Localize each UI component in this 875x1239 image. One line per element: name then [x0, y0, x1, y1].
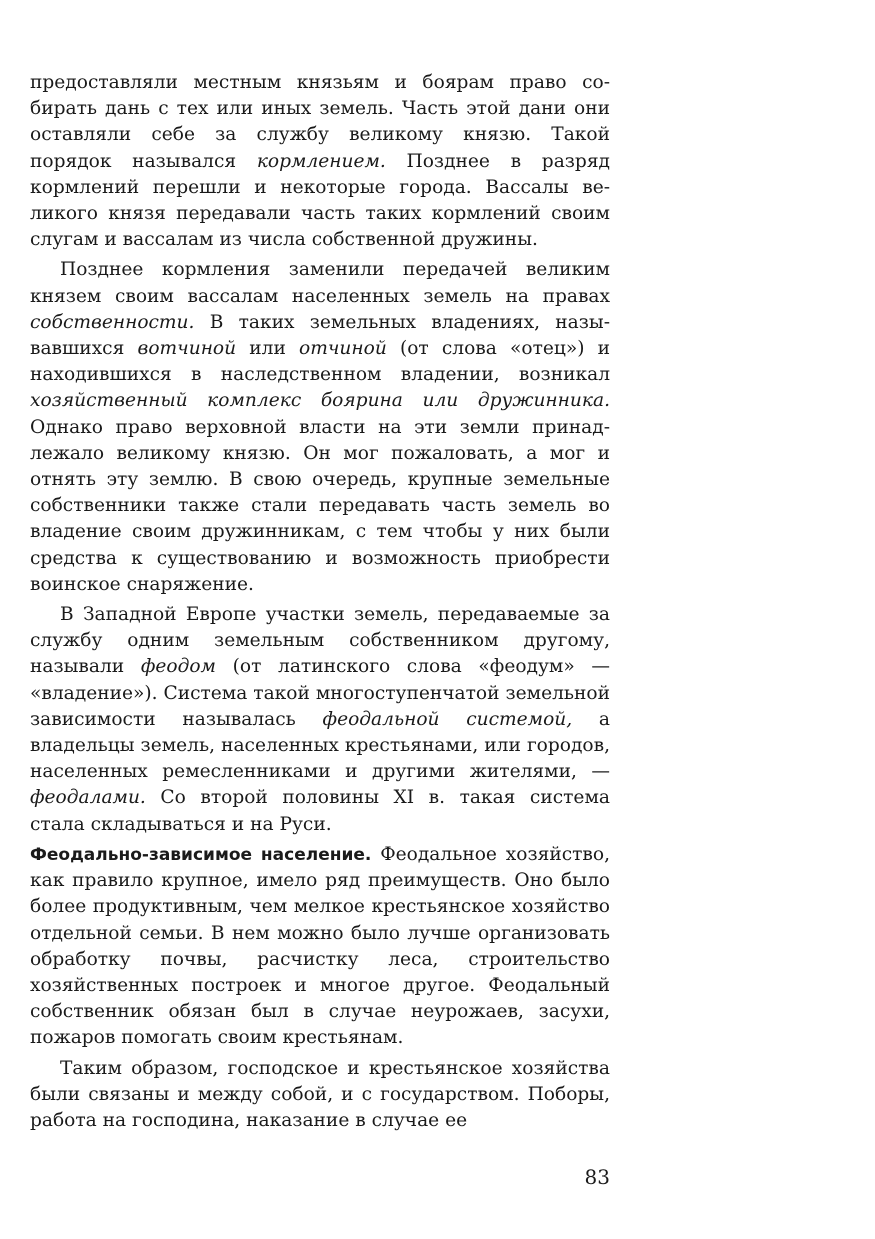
text-segment: В Западной Европе участки земель, передаваемые за службу одним земельным собственником другому, называли: [30, 604, 610, 678]
paragraph-5: [30, 1056, 610, 1135]
term-kormlenie: кормлением.: [256, 150, 386, 172]
text-segment: В таких земельных владениях, называвшихся: [30, 311, 610, 360]
paragraph-1: [30, 70, 610, 253]
text-segment: а владельцы земель, населенных крестьянами, или городов, населенных ремесленниками и другими жителями, —: [30, 708, 610, 783]
text-segment: предоставляли местным князьям и боярам право собирать дань с тех или иных земель. Часть этой дани они оставляли себе за службу великому князю. Такой порядок назывался: [30, 72, 610, 172]
term-sobstvennost: собственности.: [30, 311, 195, 333]
text-segment: Феодальное хозяйство, как правило крупное, имело ряд преимуществ. Оно было более продуктивным, чем мелкое крестьянское хозяйство отдельной семьи. В нем можно было лучше организовать обработку почвы, расчистку леса, строительство хозяйственных построек и многое другое. Феодальный собственник обязан был в случае неурожаев, засухи, пожаров помогать своим крестьянам.: [30, 843, 610, 1049]
term-feodaly: феодалами.: [30, 787, 146, 809]
text-segment: Таким образом, господское и крестьянское хозяйства были связаны и между собой, и с государством. Поборы, работа на господина, наказание в случае ее: [30, 1057, 610, 1131]
term-feodalnaya-sistema: феодальной системой,: [322, 708, 573, 730]
term-khozyaistvennyi-kompleks: хозяйственный комплекс боярина или дружинника.: [30, 390, 610, 412]
text-segment: Позднее в разряд кормлений перешли и некоторые города. Вассалы великого князя передавали часть таких кормлений своим слугам и вассалам из числа собственной дружины.: [30, 150, 610, 251]
text-segment: Со второй половины XI в. такая система стала складываться и на Руси.: [30, 787, 610, 835]
page-number: 83: [584, 1165, 610, 1189]
term-votchina: вотчиной: [137, 338, 237, 360]
paragraph-2: [30, 257, 610, 598]
page-text-column: [30, 70, 610, 1134]
term-feod: феодом: [140, 656, 216, 678]
text-segment: Однако право верховной власти на эти земли принадлежало великому князю. Он мог пожаловать, а мог и отнять эту землю. В свою очередь, крупные земельные собственники также стали передавать часть земель во владение своим дружинникам, с тем чтобы у них были средства к существованию и возможность приобрести воинское снаряжение.: [30, 416, 610, 595]
text-segment: или: [236, 338, 300, 360]
text-segment: Позднее кормления заменили передачей великим князем своим вассалам населенных земель на правах: [30, 259, 610, 307]
paragraph-3: [30, 602, 610, 838]
text-segment: (от латинского слова «феодум» — «владение»). Система такой многоступенчатой земельной зависимости называлась: [30, 656, 610, 730]
section-heading: Феодально-зависимое население.: [30, 844, 372, 865]
paragraph-4: [30, 842, 610, 1052]
text-segment: (от слова «отец») и находившихся в наследственном владении, возникал: [30, 338, 611, 386]
term-otchina: отчиной: [299, 338, 387, 360]
